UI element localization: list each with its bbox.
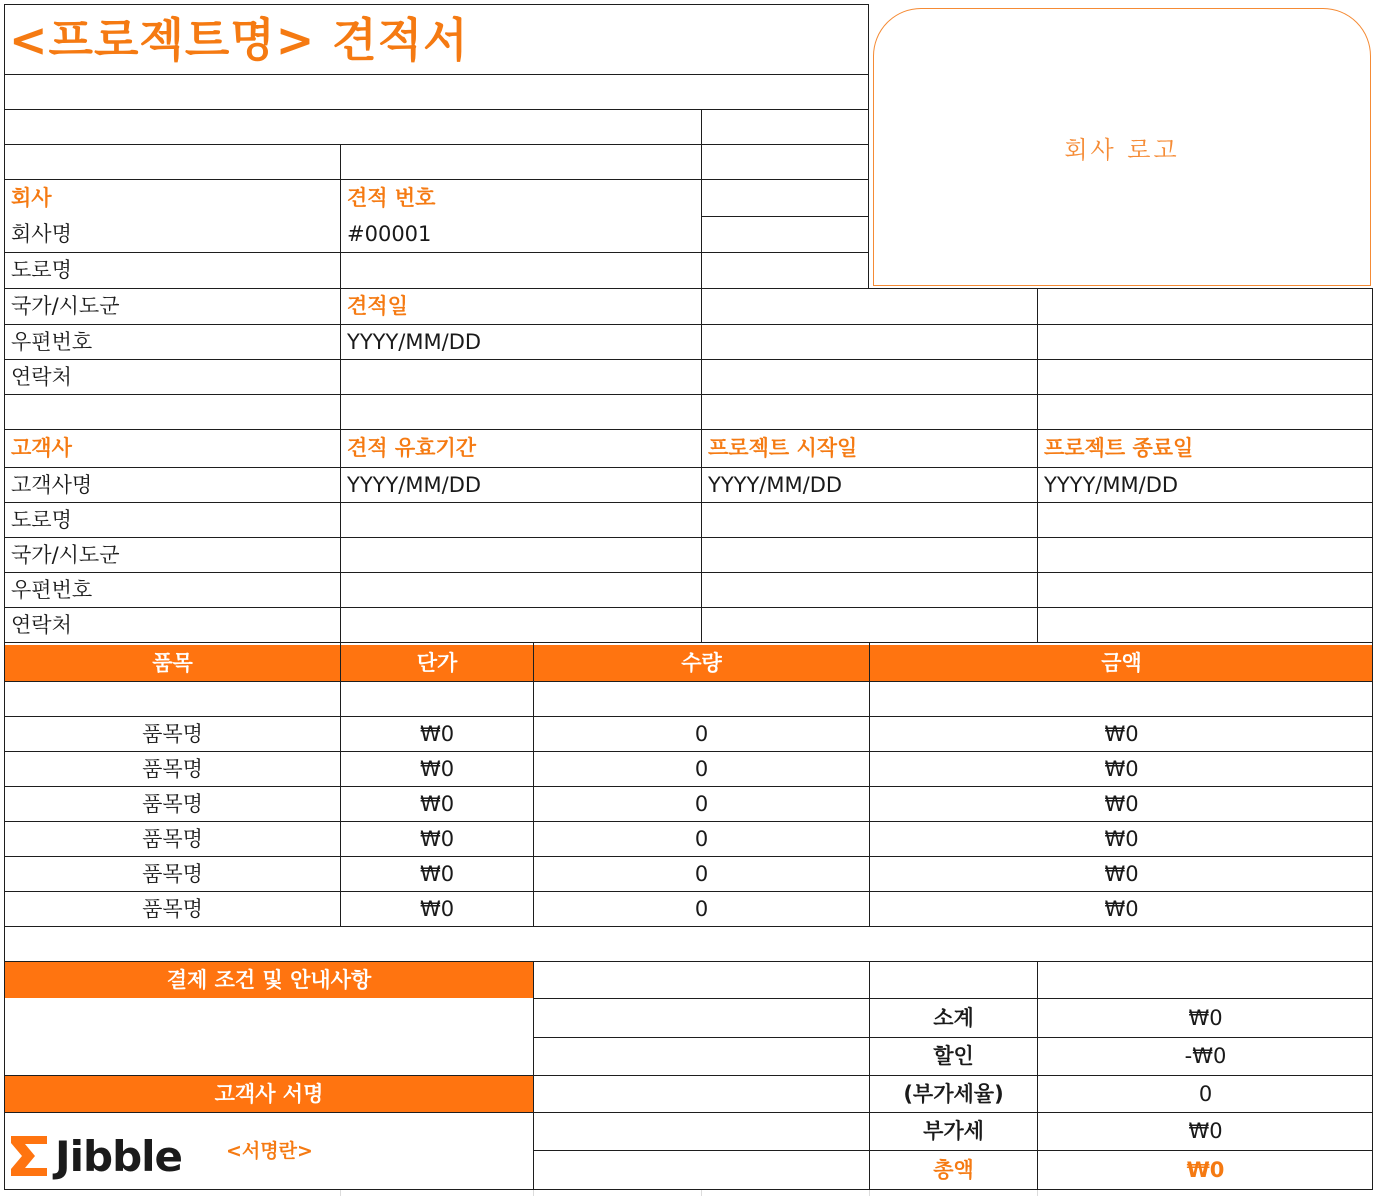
item-qty[interactable]: 0 <box>694 896 709 921</box>
signature-placeholder[interactable]: <서명란> <box>226 1139 313 1162</box>
item-name[interactable]: 품목명 <box>142 861 203 886</box>
border <box>4 1189 1373 1190</box>
items-header-unit-price: 단가 <box>341 645 533 681</box>
item-unit-price[interactable]: ₩0 <box>419 791 455 816</box>
item-amount[interactable]: ₩0 <box>1104 826 1139 851</box>
document-title: <프로젝트명> 견적서 <box>9 13 469 67</box>
border <box>4 607 1373 608</box>
border <box>701 109 702 642</box>
company-heading: 회사 <box>11 185 52 210</box>
jibble-logo-icon <box>9 1134 49 1178</box>
border <box>4 572 1373 573</box>
jibble-logo <box>9 1131 182 1181</box>
border <box>4 144 869 145</box>
item-unit-price[interactable]: ₩0 <box>419 721 455 746</box>
total-value[interactable]: ₩0 <box>1186 1157 1225 1182</box>
gridline <box>869 1190 870 1196</box>
quote-number-label: 견적 번호 <box>347 185 436 210</box>
item-qty[interactable]: 0 <box>694 721 709 746</box>
tax-label: 부가세 <box>923 1119 984 1143</box>
border <box>4 252 869 253</box>
border <box>4 4 869 5</box>
subtotal-label: 소계 <box>933 1005 974 1030</box>
logo-placeholder-text: 회사 로고 <box>1064 135 1180 164</box>
item-amount[interactable]: ₩0 <box>1104 721 1139 746</box>
company-logo-placeholder[interactable] <box>873 8 1371 286</box>
border <box>4 961 1373 962</box>
client-name[interactable]: 고객사명 <box>11 472 93 497</box>
border <box>4 288 1373 289</box>
item-amount[interactable]: ₩0 <box>1104 896 1139 921</box>
border <box>4 502 1373 503</box>
border <box>4 394 1373 395</box>
client-contact[interactable]: 연락처 <box>11 612 72 637</box>
item-name[interactable]: 품목명 <box>142 826 203 851</box>
client-region[interactable]: 국가/시도군 <box>11 542 120 567</box>
discount-value[interactable]: -₩0 <box>1184 1044 1227 1068</box>
subtotal-value[interactable]: ₩0 <box>1188 1005 1223 1030</box>
item-name[interactable]: 품목명 <box>142 756 203 781</box>
company-contact[interactable]: 연락처 <box>11 364 72 389</box>
company-postal[interactable]: 우편번호 <box>11 329 93 354</box>
border <box>4 324 1373 325</box>
project-start-value[interactable]: YYYY/MM/DD <box>708 472 843 497</box>
item-unit-price[interactable]: ₩0 <box>419 896 455 921</box>
discount-label: 할인 <box>933 1044 974 1068</box>
items-header-amount: 금액 <box>870 645 1373 681</box>
quote-number-value[interactable]: #00001 <box>347 222 432 246</box>
company-region[interactable]: 국가/시도군 <box>11 294 120 318</box>
gridline <box>701 1190 702 1196</box>
border <box>4 179 869 180</box>
tax-rate-value[interactable]: 0 <box>1198 1081 1213 1106</box>
brand-name: Jibble <box>55 1131 183 1181</box>
border <box>4 642 1373 643</box>
item-qty[interactable]: 0 <box>694 791 709 816</box>
border <box>4 926 1373 927</box>
item-name[interactable]: 품목명 <box>142 721 203 746</box>
item-name[interactable]: 품목명 <box>142 896 203 921</box>
company-street[interactable]: 도로명 <box>11 258 72 282</box>
signature-heading: 고객사 서명 <box>5 1076 533 1112</box>
gridline <box>340 1190 341 1196</box>
border <box>4 74 869 75</box>
project-start-label: 프로젝트 시작일 <box>708 436 858 460</box>
item-unit-price[interactable]: ₩0 <box>419 756 455 781</box>
tax-value[interactable]: ₩0 <box>1188 1119 1223 1143</box>
item-name[interactable]: 품목명 <box>142 791 203 816</box>
border <box>4 537 1373 538</box>
client-street[interactable]: 도로명 <box>11 507 72 532</box>
items-header-qty: 수량 <box>534 645 869 681</box>
quote-validity-label: 견적 유효기간 <box>347 436 477 460</box>
border <box>701 216 869 217</box>
item-qty[interactable]: 0 <box>694 756 709 781</box>
project-end-value[interactable]: YYYY/MM/DD <box>1044 472 1179 497</box>
item-unit-price[interactable]: ₩0 <box>419 861 455 886</box>
company-name[interactable]: 회사명 <box>11 222 72 246</box>
border <box>868 4 869 288</box>
border <box>533 961 534 1190</box>
quote-date-value[interactable]: YYYY/MM/DD <box>347 329 482 354</box>
terms-heading: 결제 조건 및 안내사항 <box>5 962 533 998</box>
gridline <box>1037 1190 1038 1196</box>
item-amount[interactable]: ₩0 <box>1104 791 1139 816</box>
project-end-label: 프로젝트 종료일 <box>1044 436 1194 460</box>
item-amount[interactable]: ₩0 <box>1104 756 1139 781</box>
item-unit-price[interactable]: ₩0 <box>419 826 455 851</box>
item-amount[interactable]: ₩0 <box>1104 861 1139 886</box>
item-qty[interactable]: 0 <box>694 861 709 886</box>
item-qty[interactable]: 0 <box>694 826 709 851</box>
quote-validity-value[interactable]: YYYY/MM/DD <box>347 472 482 497</box>
total-label: 총액 <box>933 1157 974 1182</box>
quote-date-label: 견적일 <box>347 294 408 318</box>
border <box>4 359 1373 360</box>
tax-rate-label: (부가세율) <box>903 1081 1004 1106</box>
gridline <box>533 1190 534 1196</box>
items-header-item: 품목 <box>5 645 340 681</box>
client-heading: 고객사 <box>11 436 72 460</box>
client-postal[interactable]: 우편번호 <box>11 577 93 602</box>
border <box>4 109 869 110</box>
border <box>4 681 1373 682</box>
